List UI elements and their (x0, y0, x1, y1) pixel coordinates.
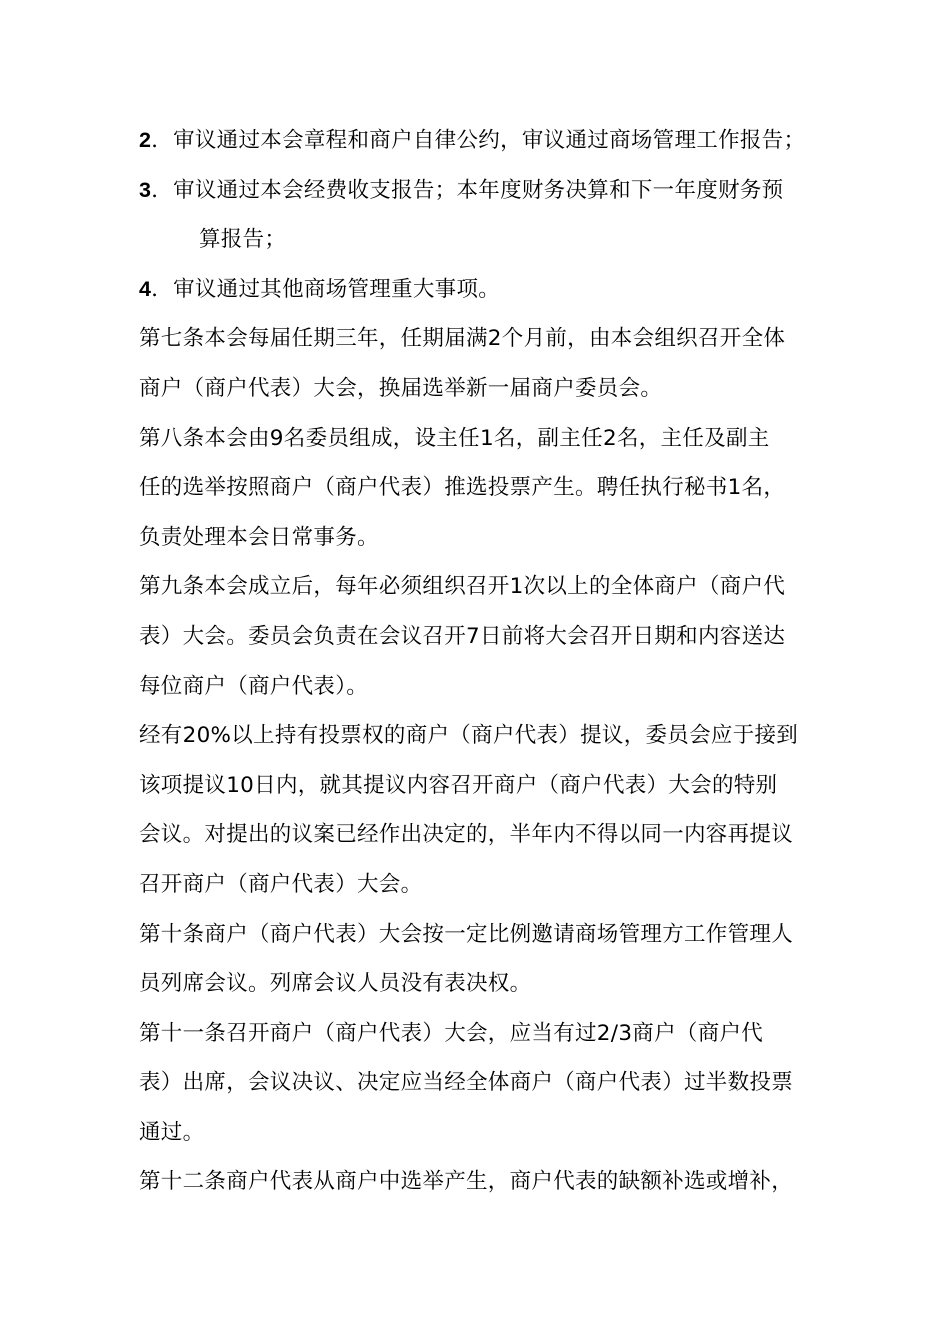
doc-line-12: 每位商户（商户代表）。 (139, 673, 369, 699)
line-text: ．审议通过本会经费收支报告；本年度财务决算和下一年度财务预 (151, 177, 784, 203)
doc-line-9: 负责处理本会日常事务。 (139, 524, 379, 550)
list-number: 3 (139, 177, 152, 202)
doc-line-10: 第九条本会成立后，每年必须组织召开1次以上的全体商户（商户代 (139, 574, 786, 600)
document-page (139, 116, 819, 1207)
doc-line-8: 任的选举按照商户（商户代表）推选投票产生。聘任执行秘书1名， (139, 475, 786, 501)
doc-line-7: 第八条本会由9名委员组成，设主任1名，副主任2名，主任及副主 (139, 425, 770, 451)
doc-line-5: 第七条本会每届任期三年，任期届满2个月前，由本会组织召开全体 (139, 326, 786, 352)
doc-line-17: 第十条商户（商户代表）大会按一定比例邀请商场管理方工作管理人 (139, 921, 794, 947)
doc-line-1 (139, 116, 819, 166)
doc-line-11: 表）大会。委员会负责在会议召开7日前将大会召开日期和内容送达 (139, 623, 786, 649)
doc-line-3: 算报告； (199, 227, 287, 253)
line-text: ．审议通过本会章程和商户自律公约，审议通过商场管理工作报告； (151, 128, 806, 153)
doc-line-22: 第十二条商户代表从商户中选举产生，商户代表的缺额补选或增补， (139, 1169, 794, 1195)
doc-line-4 (139, 265, 819, 315)
doc-line-20: 表）出席，会议决议、决定应当经全体商户（商户代表）过半数投票 (139, 1070, 794, 1096)
doc-line-2 (139, 166, 819, 216)
doc-line-19: 第十一条召开商户（商户代表）大会，应当有过2/3商户（商户代 (139, 1020, 764, 1046)
doc-line-15: 会议。对提出的议案已经作出决定的，半年内不得以同一内容再提议 (139, 822, 794, 848)
doc-line-14: 该项提议10日内，就其提议内容召开商户（商户代表）大会的特别 (139, 772, 778, 798)
doc-line-16: 召开商户（商户代表）大会。 (139, 871, 423, 897)
doc-line-6: 商户（商户代表）大会，换届选举新一届商户委员会。 (139, 375, 663, 401)
doc-line-21: 通过。 (139, 1119, 205, 1145)
list-number: 2 (139, 128, 152, 152)
doc-line-13: 经有20%以上持有投票权的商户（商户代表）提议，委员会应于接到 (139, 723, 799, 749)
list-number: 4 (139, 276, 152, 301)
line-text: ．审议通过其他商场管理重大事项。 (151, 276, 501, 302)
doc-line-18: 员列席会议。列席会议人员没有表决权。 (139, 971, 532, 997)
